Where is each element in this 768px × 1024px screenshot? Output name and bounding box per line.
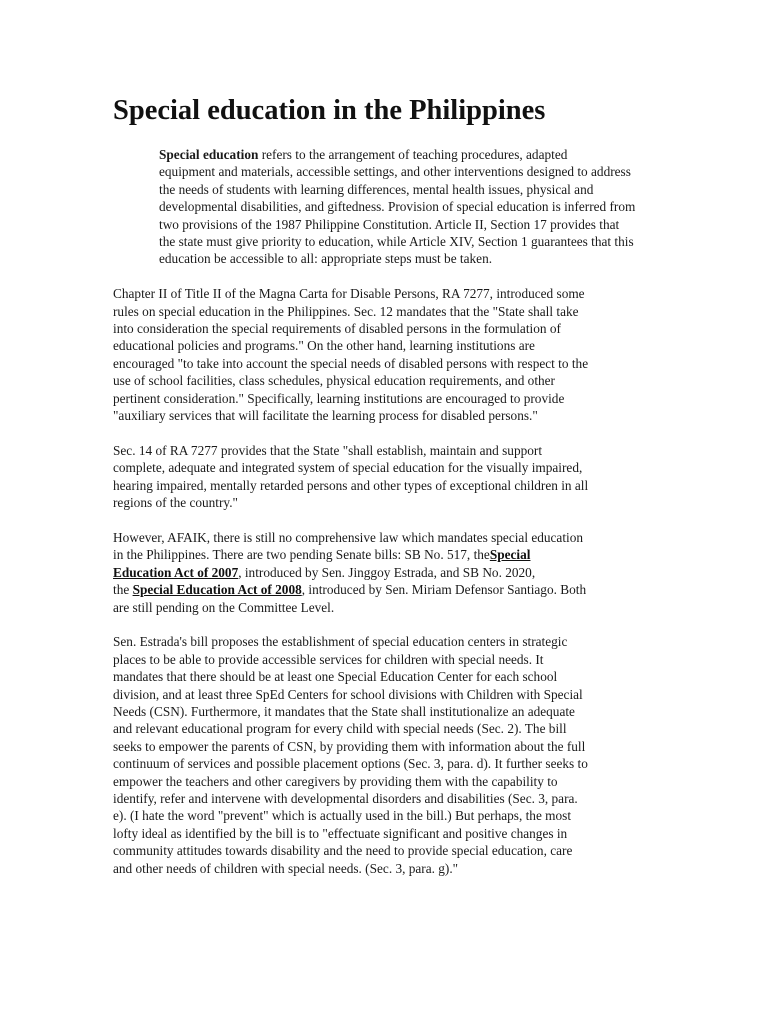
term-special-education: Special education xyxy=(159,147,259,162)
line: use of school facilities, class schedules, physical education requirements, and other xyxy=(113,373,555,389)
line: lofty ideal as identified by the bill is to "effectuate significant and positive changes in xyxy=(113,825,568,841)
line: identify, refer and intervene with developmental disorders and disabilities (Sec. 3, para. xyxy=(113,790,578,806)
document-title: Special education in the Philippines xyxy=(113,95,546,126)
paragraph-magna-carta xyxy=(113,285,653,424)
line: encouraged "to take into account the special needs of disabled persons with respect to the xyxy=(113,355,589,371)
line: and relevant educational program for every child with special needs (Sec. 2). The bill xyxy=(113,721,567,737)
line: However, AFAIK, there is still no comprehensive law which mandates special education xyxy=(113,529,584,545)
paragraph-pending-bills xyxy=(113,529,653,616)
text: refers to the arrangement of teaching procedures, adapted xyxy=(258,147,568,162)
line xyxy=(113,581,653,598)
line: the needs of students with learning differences, mental health issues, physical and xyxy=(159,181,594,197)
line: developmental disabilities, and giftedness. Provision of special education is inferred from xyxy=(159,199,636,215)
line: hearing impaired, mentally retarded persons and other types of exceptional children in all xyxy=(113,477,589,493)
line xyxy=(113,564,653,581)
line: Chapter II of Title II of the Magna Carta for Disable Persons, RA 7277, introduced some xyxy=(113,286,585,302)
line: two provisions of the 1987 Philippine Constitution. Article II, Section 17 provides that xyxy=(159,216,620,232)
line: pertinent consideration." Specifically, learning institutions are encouraged to provide xyxy=(113,390,565,406)
line: rules on special education in the Philippines. Sec. 12 mandates that the "State shall take xyxy=(113,303,579,319)
line: empower the teachers and other caregivers by providing them with the capability to xyxy=(113,773,558,789)
line: Sec. 14 of RA 7277 provides that the State "shall establish, maintain and support xyxy=(113,442,543,458)
document-body xyxy=(113,146,653,894)
text: , introduced by Sen. Miriam Defensor Santiago. Both xyxy=(301,582,587,598)
line: the state must give priority to education, while Article XIV, Section 1 guarantees that this xyxy=(159,234,634,250)
line: equipment and materials, accessible settings, and other interventions designed to address xyxy=(159,164,631,180)
line: seeks to empower the parents of CSN, by providing them with information about the full xyxy=(113,738,586,754)
line: division, and at least three SpEd Centers for school divisions with Children with Special xyxy=(113,686,583,702)
line: Sen. Estrada's bill proposes the establishment of special education centers in strategic xyxy=(113,634,568,650)
link-special-education-act-2008[interactable]: Special Education Act of 2008 xyxy=(132,582,302,598)
line: Needs (CSN). Furthermore, it mandates that the State shall institutionalize an adequate xyxy=(113,703,575,719)
line: places to be able to provide accessible services for children with special needs. It xyxy=(113,651,544,667)
paragraph-estrada-bill xyxy=(113,633,653,877)
line xyxy=(113,546,653,563)
line: into consideration the special requirements of disabled persons in the formulation of xyxy=(113,321,561,337)
text: in the Philippines. There are two pending Senate bills: SB No. 517, the xyxy=(113,547,490,563)
line: and other needs of children with special needs. (Sec. 3, para. g)." xyxy=(113,860,459,876)
line: "auxiliary services that will facilitate the learning process for disabled persons." xyxy=(113,408,538,424)
line xyxy=(113,146,653,163)
paragraph-intro xyxy=(113,146,653,268)
line: community attitudes towards disability and the need to provide special education, care xyxy=(113,843,573,859)
line: education be accessible to all: appropriate steps must be taken. xyxy=(159,251,493,267)
line: regions of the country." xyxy=(113,495,238,511)
line: are still pending on the Committee Level. xyxy=(113,599,335,615)
link-special-education-act-2007[interactable]: Special xyxy=(489,547,531,563)
link-special-education-act-2007-cont[interactable]: Education Act of 2007 xyxy=(113,564,239,580)
line: e). (I hate the word "prevent" which is actually used in the bill.) But perhaps, the most xyxy=(113,808,572,824)
line: continuum of services and possible placement options (Sec. 3, para. d). It further seeks to xyxy=(113,756,588,772)
text: , introduced by Sen. Jinggoy Estrada, and SB No. 2020, xyxy=(238,564,536,580)
line: complete, adequate and integrated system of special education for the visually impaired, xyxy=(113,460,583,476)
line: educational policies and programs." On the other hand, learning institutions are xyxy=(113,338,535,354)
text: the xyxy=(113,582,133,598)
line: mandates that there should be at least one Special Education Center for each school xyxy=(113,669,558,685)
paragraph-sec-14 xyxy=(113,442,653,512)
